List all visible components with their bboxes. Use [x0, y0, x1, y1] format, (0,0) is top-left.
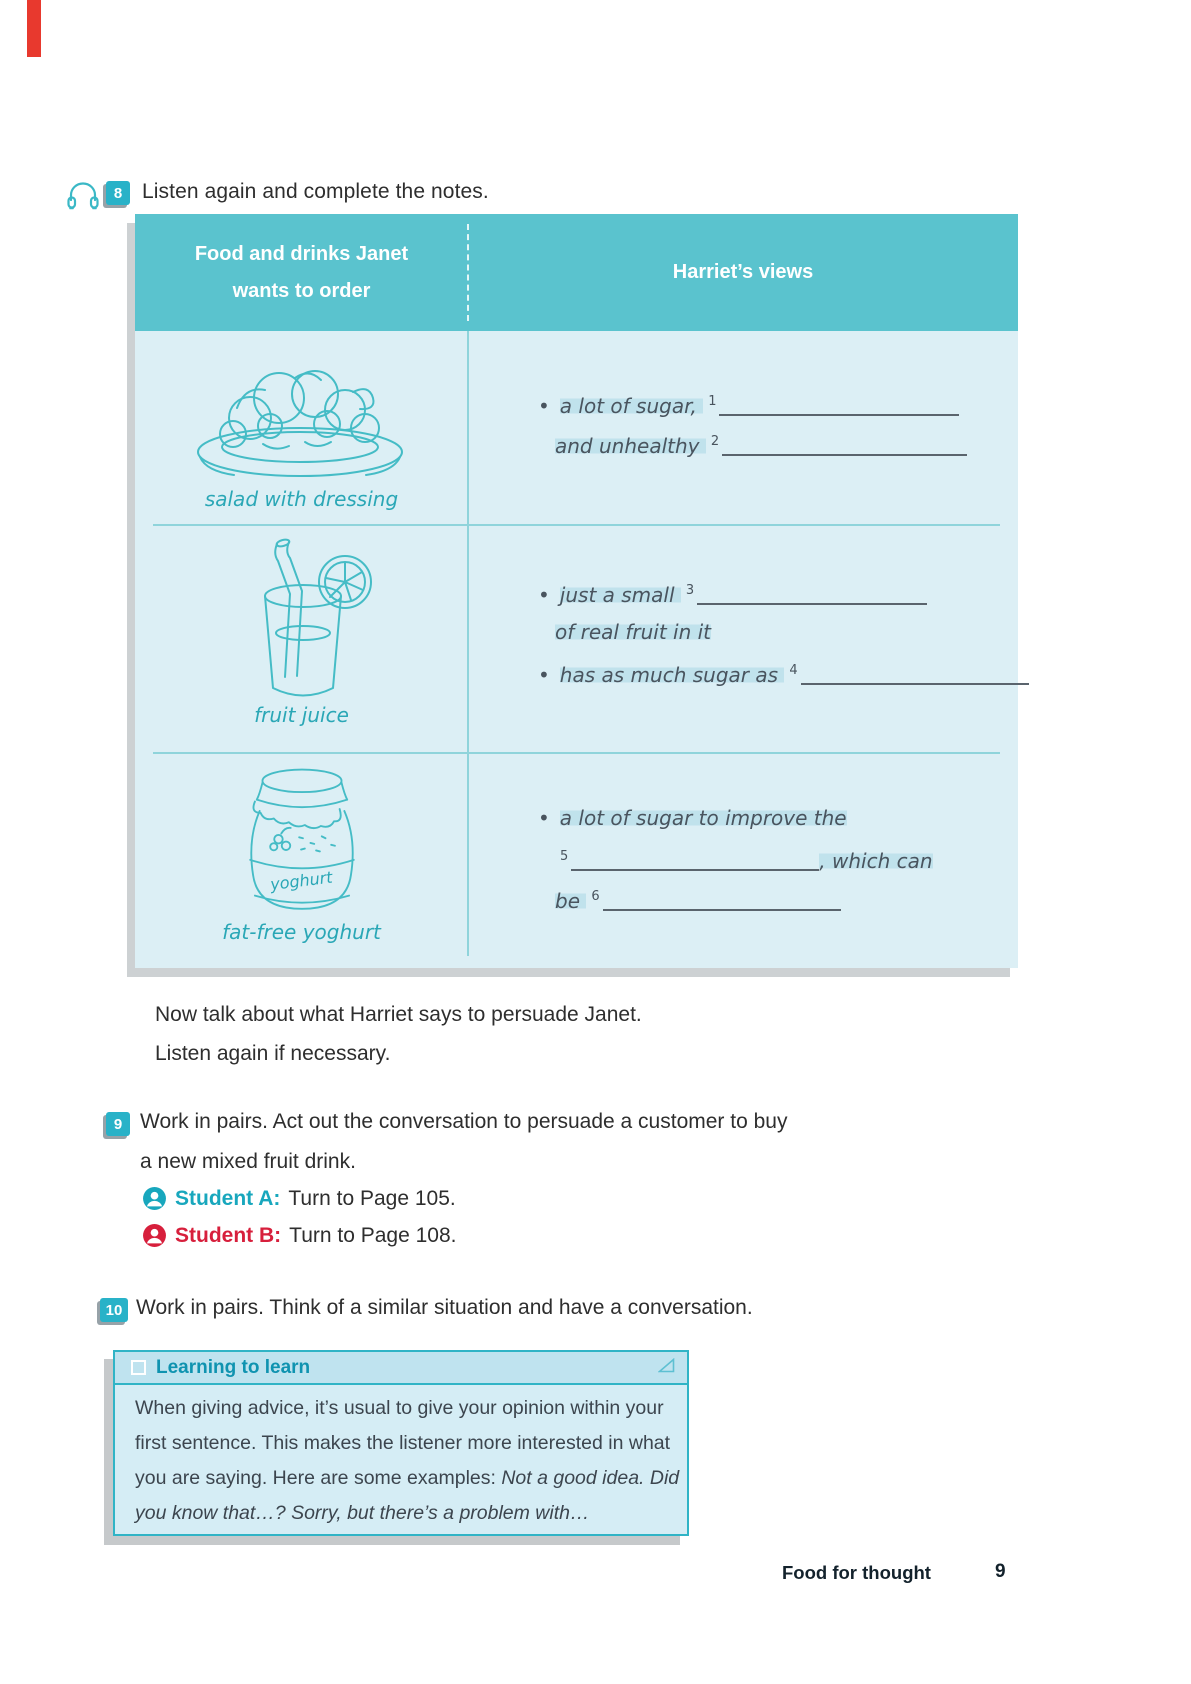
note-line: be $^6$	[555, 886, 841, 913]
note-line: • a lot of sugar, $^1$	[538, 391, 959, 418]
learning-box-line: When giving advice, it’s usual to give your opinion within your	[135, 1397, 664, 1419]
fruit-juice-illustration	[223, 536, 383, 713]
footer-section-title: Food for thought	[782, 1562, 931, 1583]
unit-color-tab	[27, 0, 41, 57]
header-left-line1: Food and drinks Janet	[194, 242, 409, 265]
exercise8-title: Listen again and complete the notes.	[142, 180, 489, 203]
header-dashed-divider	[467, 224, 469, 321]
triangle-icon	[658, 1358, 675, 1378]
headphones-icon	[66, 180, 100, 215]
table-header-right: Harriet’s views	[672, 261, 814, 283]
student-a-text: Turn to Page 105.	[288, 1186, 456, 1210]
exercise9-line2: a new mixed fruit drink.	[140, 1150, 356, 1173]
note-line: • just a small $^3$	[538, 580, 927, 607]
exercise10-text: Work in pairs. Think of a similar situation and have a conversation.	[136, 1296, 753, 1319]
row2-caption: fruit juice	[254, 703, 349, 727]
column-divider	[467, 331, 469, 956]
learning-box-line: you are saying. Here are some examples: Not a good idea. Did	[135, 1467, 680, 1489]
student-a-label: Student A:	[175, 1186, 281, 1210]
notes-table	[135, 214, 1018, 968]
exercise9-badge: 9	[106, 1112, 130, 1136]
note-line: and unhealthy $^2$	[555, 431, 967, 458]
note-line: • has as much sugar as $^4$	[538, 660, 1029, 687]
footer-page-number: 9	[995, 1561, 1006, 1582]
note-line: $^5$ , which can	[560, 849, 933, 873]
followup-line1: Now talk about what Harriet says to persuade Janet.	[155, 1003, 642, 1026]
note-line: of real fruit in it	[555, 620, 712, 644]
learning-box-line: you know that…? Sorry, but there’s a problem with…	[135, 1502, 590, 1524]
learning-box-header	[115, 1352, 687, 1385]
followup-line2: Listen again if necessary.	[155, 1042, 391, 1065]
exercise9-line1: Work in pairs. Act out the conversation to persuade a customer to buy	[140, 1110, 788, 1133]
table-header	[135, 214, 1018, 331]
jar-label: yoghurt	[269, 867, 334, 895]
checkbox-icon	[131, 1360, 146, 1375]
learning-box-title: Learning to learn	[156, 1356, 311, 1378]
learning-box-line: first sentence. This makes the listener more interested in what	[135, 1432, 671, 1454]
student-b-text: Turn to Page 108.	[289, 1223, 457, 1247]
row-divider-1	[153, 524, 1000, 526]
student-a-icon	[142, 1186, 167, 1211]
row1-caption: salad with dressing	[204, 487, 399, 511]
header-left-line2: wants to order	[232, 279, 371, 302]
exercise8-badge: 8	[106, 181, 130, 205]
student-b-row	[142, 1223, 457, 1248]
table-header-left	[135, 214, 468, 331]
row3-caption: fat-free yoghurt	[222, 920, 381, 944]
row-divider-2	[153, 752, 1000, 754]
learning-to-learn-box	[113, 1350, 689, 1536]
yoghurt-illustration	[227, 762, 377, 927]
salad-illustration	[175, 326, 425, 489]
student-b-label: Student B:	[175, 1223, 282, 1247]
student-b-icon	[142, 1223, 167, 1248]
exercise10-badge: 10	[100, 1298, 128, 1322]
student-a-row	[142, 1186, 456, 1211]
note-line: • a lot of sugar to improve the	[538, 806, 847, 830]
